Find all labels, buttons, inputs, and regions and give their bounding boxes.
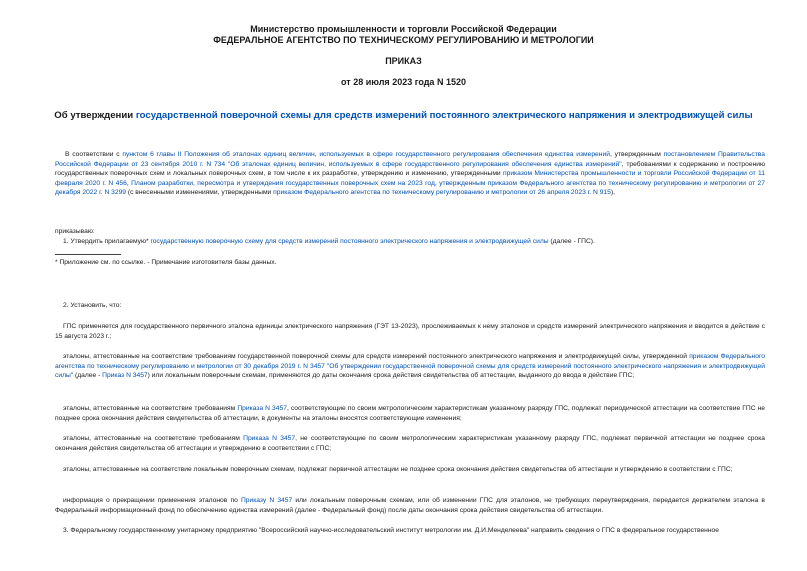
- preamble-text-1: В соответствии с: [65, 151, 123, 158]
- footnote: * Приложение см. по ссылке. - Примечание изготовителя базы данных.: [55, 259, 277, 266]
- link-order-3457-info[interactable]: Приказу N 3457: [240, 497, 293, 504]
- paragraph-info: [55, 496, 765, 515]
- preamble-text-4: ,: [126, 179, 132, 187]
- preamble-text-5: (с внесенными изменениями, утвержденными: [126, 189, 274, 197]
- paragraph-etalons-4: эталоны, аттестованные на соответствие локальным поверочным схемам, подлежат первичной аттестации не позднее срока окончания действия свидетельства об аттестации и утверждению в соответствии с ГПС;: [63, 466, 733, 473]
- preamble-text-3: , требованиями к содержанию и построению государственных поверочных схем и локальных поверочных схем, в том числе к их разработке, утверждению и изменению, утвержденными: [55, 160, 766, 178]
- title-prefix: Об утверждении: [54, 110, 136, 121]
- etalons-3-text-2: , не соответствующие по своим метрологическим характеристикам указанному разряду ГПС, подлежат первичной аттестации не позднее срока окончания действия свидетельства об аттестации и утверждению в соответствии с ГПС;: [55, 435, 766, 452]
- info-text-1: информация о прекращении применения эталонов по: [63, 497, 241, 504]
- paragraph-etalons-3: [55, 434, 765, 453]
- item-2-heading: 2. Установить, что:: [63, 302, 122, 309]
- document-title: [0, 110, 807, 122]
- item-1-text-2: (далее - ГПС).: [548, 238, 595, 245]
- title-link[interactable]: государственной поверочной схемы для средств измерений постоянного электрического напряжения и электродвижущей силы: [135, 110, 753, 121]
- etalons-1-text-3: ) или локальным поверочным схемам, применяются до даты окончания срока действия свидетельства об аттестации, выданного до ввода в действие ГПС;: [147, 372, 635, 380]
- link-regulation-point-6[interactable]: пунктом 6 главы II Положения об эталонах единиц величин, используемых в сфере государственного регулирования обеспечения единства измерений: [122, 151, 610, 158]
- paragraph-etalons-2: [55, 404, 765, 423]
- link-order-915[interactable]: приказом Федерального агентства по техническому регулированию и метрологии от 26 апреля 2023 г. N 915: [273, 189, 611, 197]
- agency-name: ФЕДЕРАЛЬНОЕ АГЕНТСТВО ПО ТЕХНИЧЕСКОМУ РЕГУЛИРОВАНИЮ И МЕТРОЛОГИИ: [213, 35, 594, 45]
- preamble-text-6: ),: [610, 189, 615, 197]
- preamble-text-2: , утвержденным: [609, 151, 664, 158]
- etalons-3-text-1: эталоны, аттестованные на соответствие требованиям: [63, 435, 244, 442]
- etalons-1-text-2: (далее -: [73, 372, 103, 380]
- item-1-text-1: 1. Утвердить прилагаемую*: [63, 238, 151, 245]
- link-approved-gps[interactable]: государственную поверочную схему для средств измерений постоянного электрического напряжения и электродвижущей силы: [150, 238, 549, 245]
- link-government-decree-734[interactable]: постановлением Правительства Российской Федерации от 23 сентября 2010 г. N 734 "Об эталонах единиц величин, используемых в сфере государственного регулирования обеспечения единства измерений": [55, 151, 765, 168]
- preamble-paragraph: [55, 150, 765, 198]
- link-order-456[interactable]: приказом Министерства промышленности и торговли Российской Федерации от 11 февраля 2020 г. N 456: [55, 170, 765, 187]
- info-text-2: или локальным поверочным схемам, или об изменении ГПС для эталонов, не требующих переутверждения, передается держателем эталона в Федеральный информационный фонд по обеспечению единства измерений (далее - Федеральный фонд) после даты окончания срока действия свидетельства об аттестации.: [55, 497, 765, 514]
- doc-type: ПРИКАЗ: [385, 56, 422, 66]
- paragraph-gps: ГПС применяется для государственного первичного эталона единицы электрического напряжения (ГЭТ 13-2023), прослеживаемых к нему эталонов и средств измерений электрического напряжения и вводится в действие с 15 августа 2023 г.;: [55, 323, 765, 340]
- link-plan-3299[interactable]: Планом разработки, пересмотра и утверждения государственных поверочных схем на 2023 год, утвержденным приказом Федерального агентства по техническому регулированию и метрологии от 27 декабря 2022 г. N 3299: [55, 179, 765, 197]
- paragraph-etalons-1: [55, 352, 765, 381]
- item-3: 3. Федеральному государственному унитарному предприятию "Всероссийский научно-исследовательский институт метрологии им. Д.И.Менделеева" направить сведения о ГПС в федеральное государственное: [63, 527, 719, 534]
- item-1: [63, 237, 595, 247]
- etalons-2-text-1: эталоны, аттестованные на соответствие требованиям: [63, 405, 238, 412]
- etalons-2-text-2: , соответствующие по своим метрологическим характеристикам указанному разряду ГПС, подлежат периодической аттестации на соответствие ГПС не позднее срока окончания действия свидетельства об аттестации, в документы на эталоны вносятся соответствующие изменения;: [55, 405, 766, 422]
- link-order-3457-full[interactable]: приказом Федерального агентства по техническому регулированию и метрологии от 30 декабря 2019 г. N 3457 "Об утверждении государственной поверочной схемы для средств измерений постоянного электрического напряжения и электродвижущей силы": [55, 353, 765, 380]
- link-order-3457[interactable]: Приказ N 3457: [102, 372, 148, 380]
- etalons-1-text-1: эталоны, аттестованные на соответствие требованиям государственной поверочной схемы для средств измерений постоянного электрического напряжения и электродвижущей силы, утвержденной: [63, 353, 690, 360]
- order-word: приказываю:: [55, 228, 95, 235]
- ministry-name: Министерство промышленности и торговли Российской Федерации: [250, 24, 557, 34]
- footnote-divider: [55, 254, 121, 255]
- link-order-3457-etalons-3[interactable]: Приказа N 3457: [243, 435, 296, 442]
- link-order-3457-etalons-2[interactable]: Приказа N 3457: [237, 405, 287, 412]
- doc-date-number: от 28 июля 2023 года N 1520: [341, 77, 466, 87]
